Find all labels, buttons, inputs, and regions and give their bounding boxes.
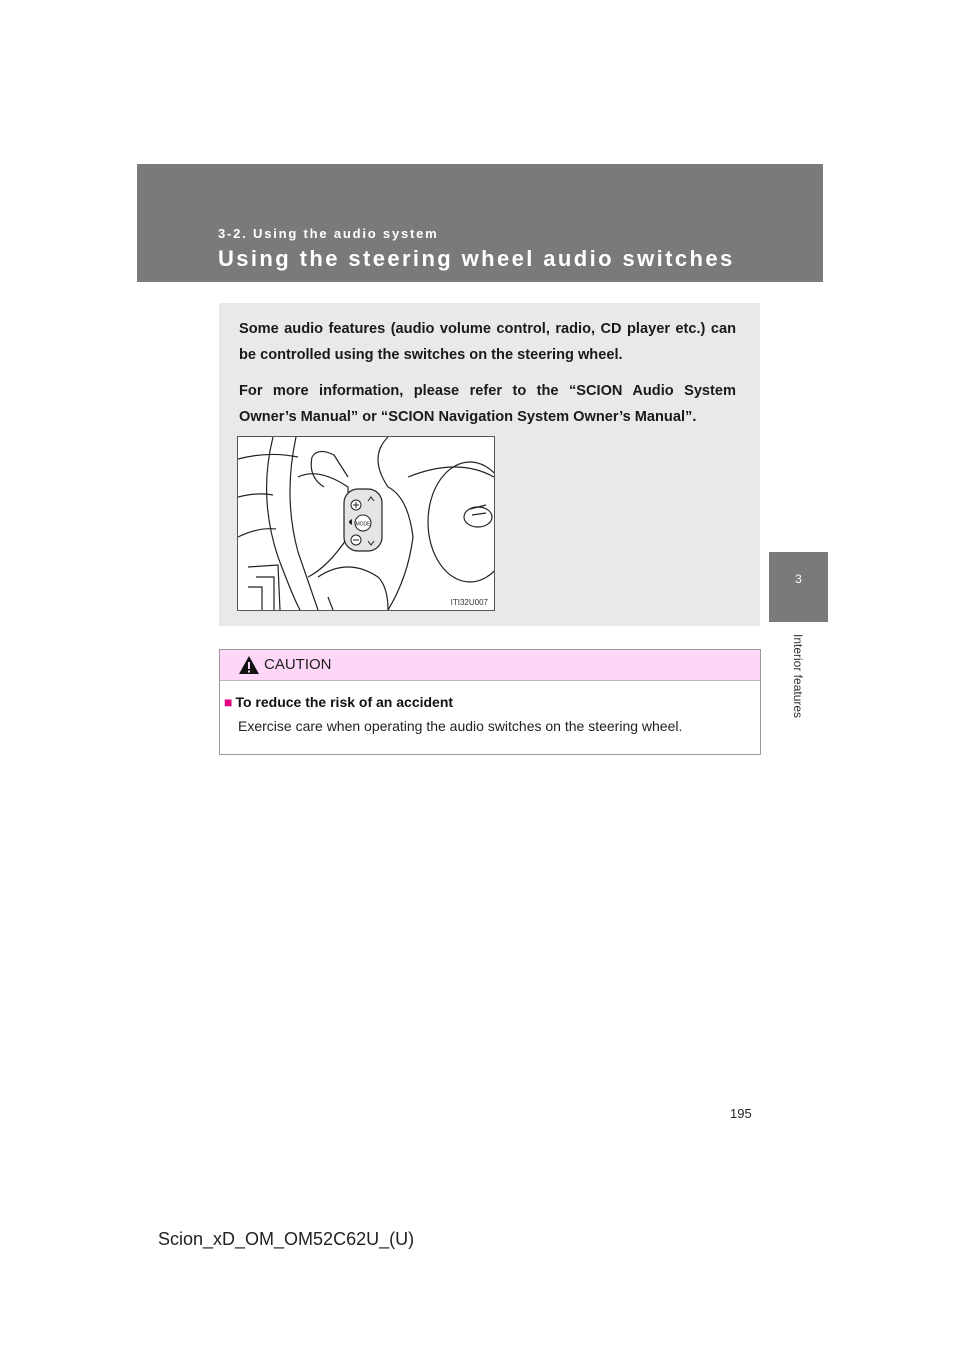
intro-paragraph: For more information, please refer to the “SCION Audio System Owner’s Manual” or “SCION Navigation System Owner’s Manual”. — [239, 383, 736, 425]
steering-wheel-drawing — [238, 437, 494, 610]
chapter-number: 3 — [795, 572, 802, 586]
section-header — [137, 164, 823, 282]
figure-code: ITI32U007 — [450, 598, 488, 607]
steering-wheel-illustration — [237, 436, 495, 611]
document-id: Scion_xD_OM_OM52C62U_(U) — [158, 1229, 415, 1249]
caution-header — [220, 650, 760, 681]
chapter-label: Interior features — [791, 634, 805, 719]
warning-triangle-icon — [238, 654, 260, 676]
chapter-tab[interactable] — [769, 552, 828, 622]
bullet-square-icon: ■ — [224, 694, 233, 710]
intro-paragraph: Some audio features (audio volume control, radio, CD player etc.) can be controlled using the switches on the steering wheel. — [239, 321, 736, 363]
caution-box — [219, 649, 761, 755]
page-title: Using the steering wheel audio switches — [218, 246, 735, 271]
mode-button-label: MODE — [355, 521, 371, 528]
caution-subheading — [224, 694, 453, 710]
intro-text — [239, 316, 736, 440]
caution-body: Exercise care when operating the audio switches on the steering wheel. — [238, 718, 683, 734]
page-number: 195 — [730, 1106, 752, 1121]
caution-subheading-text: To reduce the risk of an accident — [235, 694, 454, 710]
intro-box — [219, 303, 760, 626]
caution-title: CAUTION — [264, 656, 332, 673]
section-label: 3-2. Using the audio system — [218, 226, 439, 241]
